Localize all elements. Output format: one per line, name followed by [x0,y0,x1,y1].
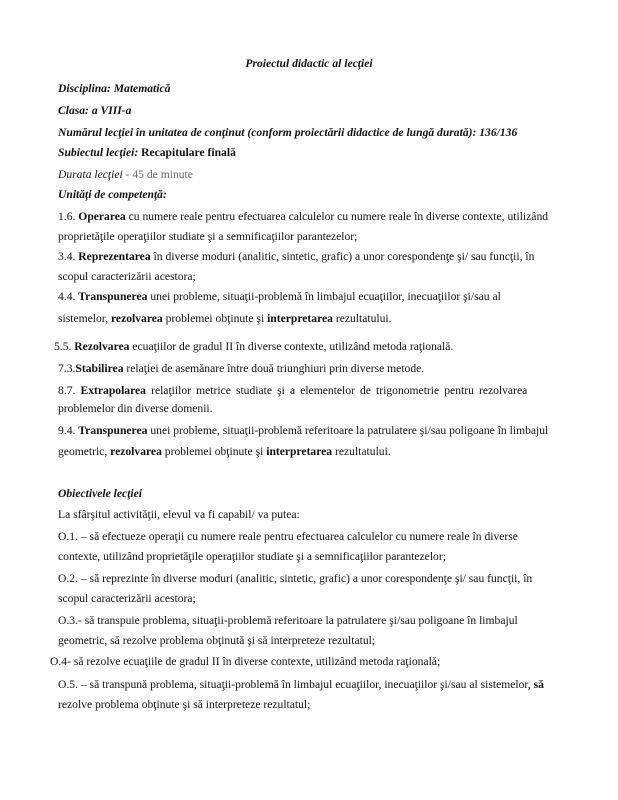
lesson-number-line: Numărul lecţiei în unitatea de conţinut (conform proiectării didactice de lungă durată): 136/136 [58,126,518,139]
competence-text: geometric, [58,445,111,458]
competence-text: rezultatului. [332,312,392,325]
discipline-line: Disciplina: Matematică [58,82,171,95]
competence-text: unei probleme, situaţii-problemă referitoare la patrulatere şi/sau poligoane în limbajul [147,424,549,437]
competence-8-7 [58,384,527,397]
objective-1: O.1. – să efectueze operaţii cu numere reale pentru efectuarea calculelor cu numere reale în diverse [58,530,518,543]
competence-9-4-cont [58,445,391,458]
objective-5 [58,678,544,691]
competence-text: în diverse moduri (analitic, sintetic, grafic) a unor corespondenţe şi/ sau funcţii, în [150,250,535,263]
objective-1-cont: contexte, utilizând proprietăţile operaţiilor studiate şi a semnificaţiilor parantezelor; [58,550,446,563]
competence-number: 5.5. [54,340,75,353]
competence-keyword: Operarea [78,210,126,223]
competence-keyword: Transpunerea [78,290,148,303]
competence-4-4-cont [58,312,392,325]
objective-3-cont: geometric, să rezolve problema obţinută şi să interpreteze rezultatul; [58,634,376,647]
competence-text: cu numere reale pentru efectuarea calculelor cu numere reale în diverse contexte, utilizând [125,210,549,223]
competence-keyword: interpretarea [267,312,333,325]
competence-3-4-cont: scopul caracterizării acestora; [58,270,196,283]
competence-keyword: Stabilirea [75,362,124,375]
subject-value: Recapitulare finală [141,146,236,159]
competence-3-4 [58,250,534,263]
objectives-heading: Obiectivele lecţiei [58,487,143,500]
objectives-intro: La sfârşitul activităţii, elevul va fi capabil/ va putea: [58,508,300,521]
competence-1-6 [58,210,548,223]
competence-text: problemei obţinute şi [162,312,268,325]
objective-text: O.5. – să transpună problema, situaţii-problemă în limbajul ecuaţiilor, inecuaţiilor şi/sau al sistemelor, [58,678,534,691]
objective-keyword: să [533,678,544,691]
competence-9-4 [58,424,548,437]
duration-value: - 45 de minute [122,168,193,181]
competence-text: unei probleme, situaţii-problemă în limbajul ecuaţiilor, inecuaţiilor şi/sau al [147,290,501,303]
competence-text: rezultatului. [332,445,391,458]
competence-8-7-cont: problemelor din diverse domenii. [58,402,213,415]
objective-2: O.2. – să reprezinte în diverse moduri (analitic, sintetic, grafic) a unor corespondenţe şi/ sau funcţii, în [58,572,533,585]
subject-label: Subiectul lecţiei: [58,146,139,159]
competence-keyword: Rezolvarea [74,340,130,353]
competence-keyword: interpretarea [266,445,333,458]
duration-label: Durata lecţiei [58,168,123,181]
objective-3: O.3.- să transpuie problema, situaţii-problemă referitoare la patrulatere şi/sau poligoane în limbajul [58,614,518,627]
competence-number: 8.7. [58,384,81,397]
competence-4-4 [58,290,501,303]
competence-text: relaţiilor metrice studiate şi a elementelor de trigonometrie pentru rezolvarea [145,384,528,397]
competence-number: 7.3. [58,362,76,375]
page-title: Proiectul didactic al lecţiei [245,57,373,70]
competence-7-3 [58,362,424,375]
competence-text: sistemelor, [58,312,111,325]
objective-5-cont: rezolve problema obţinute şi să interpreteze rezultatul; [58,698,311,711]
competence-keyword: Extrapolarea [80,384,146,397]
competence-keyword: Transpunerea [78,424,148,437]
competence-number: 4.4. [58,290,79,303]
competence-keyword: rezolvarea [110,445,162,458]
grade-line: Clasa: a VIII-a [58,104,132,117]
competences-heading: Unităţi de competenţă: [58,188,167,201]
duration-line [58,168,193,181]
objective-4: O.4- să rezolve ecuaţiile de gradul II în diverse contexte, utilizând metoda raţională; [50,655,441,668]
competence-keyword: Reprezentarea [78,250,151,263]
competence-number: 1.6. [58,210,79,223]
competence-text: relaţiei de asemănare între două triunghiuri prin diverse metode. [123,362,425,375]
competence-number: 3.4. [58,250,79,263]
competence-text: problemei obţinute şi [161,445,267,458]
objective-2-cont: scopul caracterizării acestora; [58,592,196,605]
competence-number: 9.4. [58,424,79,437]
competence-keyword: rezolvarea [111,312,163,325]
competence-1-6-cont: proprietăţile operaţiilor studiate şi a semnificaţiilor parantezelor; [58,230,358,243]
competence-5-5 [54,340,453,353]
subject-line [58,146,236,159]
competence-text: ecuaţiilor de gradul II în diverse contexte, utilizând metoda raţională. [129,340,454,353]
